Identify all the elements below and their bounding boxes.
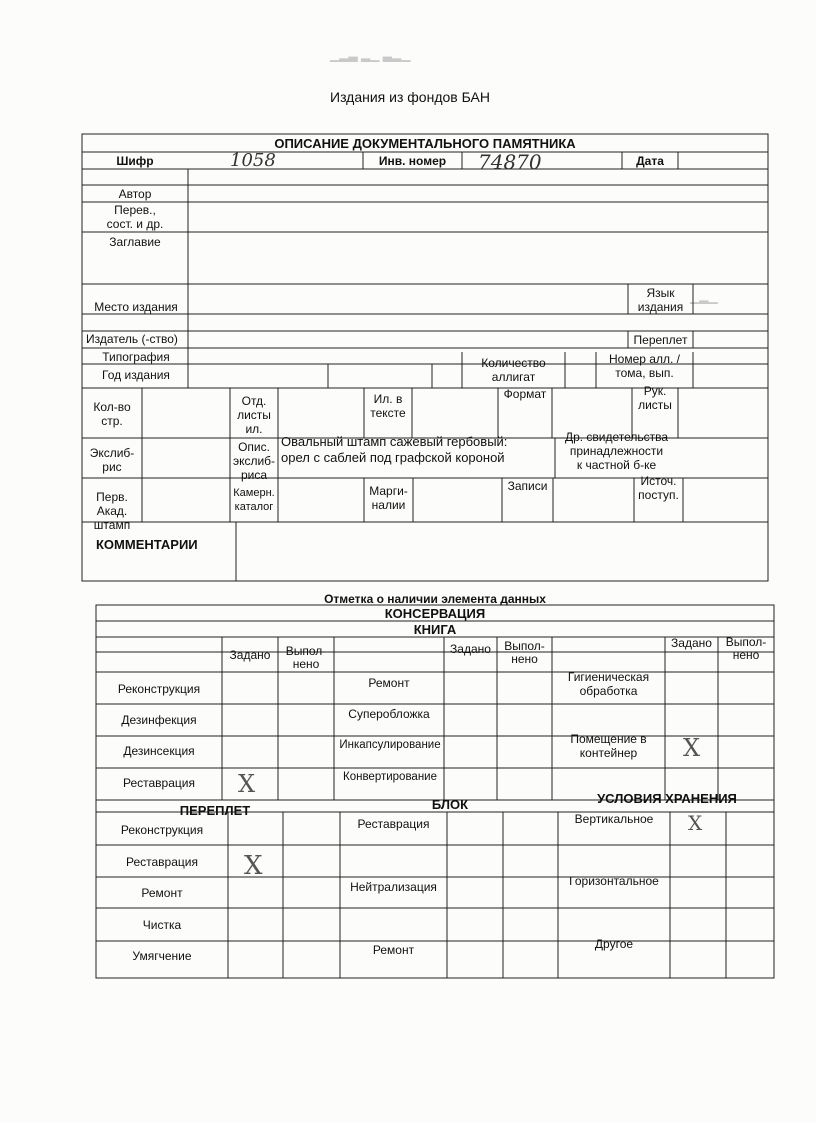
done-header: Выпол- нено <box>285 644 327 671</box>
done-header: Выпол- нено <box>725 635 767 662</box>
records-label: Записи <box>507 479 548 493</box>
author-label: Автор <box>118 187 152 201</box>
manuscript-sheets-label: Рук. листы <box>638 384 672 412</box>
separate-sheets-label: Отд. листы ил. <box>237 394 271 436</box>
format-label: Формат <box>503 387 547 401</box>
inv-number-label: Инв. номер <box>378 154 447 168</box>
storage-row-label: Другое <box>594 937 634 951</box>
binding-row-label: Реставрация <box>126 855 198 869</box>
book-restoration-assigned-mark: X <box>238 770 256 798</box>
storage-row-label: Вертикальное <box>574 812 654 826</box>
block-row-label: Нейтрализация <box>350 880 437 894</box>
book-title: КНИГА <box>413 622 457 637</box>
binding-title: ПЕРЕПЛЕТ <box>179 803 251 818</box>
source-label: Источ. поступ. <box>638 474 679 502</box>
book-row-label: Гигиеническая обработка <box>567 670 650 698</box>
book-row-label: Инкапсулирование <box>339 739 441 751</box>
publisher-label: Издатель (-ство) <box>86 332 178 346</box>
printing-label: Типография <box>102 350 170 364</box>
binding-row-label: Реконструкция <box>120 823 204 837</box>
assigned-header: Задано <box>450 642 491 656</box>
exlibris-label: Экслиб- рис <box>89 446 135 474</box>
container-assigned-mark: X <box>683 734 701 762</box>
block-title: БЛОК <box>431 797 469 812</box>
assigned-header: Задано <box>229 648 271 662</box>
pages-label: Кол-во стр. <box>93 400 131 428</box>
exlibris-description-value: Овальный штамп сажевый гербовый: орел с саблей под графской короной <box>281 434 508 465</box>
private-library-evidence-label: Др. свидетельства принадлежности к частной б-ке <box>564 430 669 472</box>
binding-label: Переплет <box>633 333 688 347</box>
translator-label: Перев., сост. и др. <box>106 203 164 231</box>
book-row-label: Суперобложка <box>348 707 430 721</box>
storage-row-label: Горизонтальное <box>569 874 659 888</box>
storage-title: УСЛОВИЯ ХРАНЕНИЯ <box>597 791 737 806</box>
block-row-label: Реставрация <box>357 817 430 831</box>
cipher-handwritten-value: 1058 <box>230 150 276 171</box>
description-title: ОПИСАНИЕ ДОКУМЕНТАЛЬНОГО ПАМЯТНИКА <box>274 136 576 151</box>
header-caption: Издания из фондов БАН <box>330 89 490 105</box>
exlibris-description-label: Опис. экслиб- риса <box>232 440 276 482</box>
alligate-number-label: Номер алл. / тома, вып. <box>609 352 680 380</box>
binding-restoration-assigned-mark: X <box>244 851 263 881</box>
language-label: Язык издания <box>637 286 684 314</box>
bleed-through-text: ▁▂▃ ▂▁ ▃▂▁ <box>330 48 411 62</box>
book-row-label: Дезинсекция <box>123 744 195 758</box>
chamber-catalog-label: Камерн. каталог <box>233 487 275 513</box>
title-label: Заглавие <box>109 235 161 249</box>
vertical-storage-assigned-mark: X <box>688 811 703 835</box>
done-header: Выпол- нено <box>504 639 545 666</box>
binding-row-label: Чистка <box>142 918 182 932</box>
assigned-header: Задано <box>671 636 712 650</box>
book-row-label: Конвертирование <box>343 771 437 783</box>
book-row-label: Помещение в контейнер <box>570 732 647 760</box>
place-label: Место издания <box>94 300 178 314</box>
presence-caption: Отметка о наличии элемента данных <box>324 592 546 606</box>
book-row-label: Реконструкция <box>117 682 201 696</box>
comments-label: КОММЕНТАРИИ <box>96 537 198 552</box>
inv-number-handwritten-value: 74870 <box>478 150 542 174</box>
book-row-label: Дезинфекция <box>121 713 197 727</box>
alligate-count-label: Количество аллигат <box>481 356 546 384</box>
block-row-label: Ремонт <box>372 943 415 957</box>
marginalia-label: Марги- налии <box>369 484 408 512</box>
book-row-label: Ремонт <box>368 676 410 690</box>
binding-row-label: Ремонт <box>141 886 183 900</box>
date-label: Дата <box>636 154 664 168</box>
cipher-label: Шифр <box>116 154 154 168</box>
conservation-title: КОНСЕРВАЦИЯ <box>384 606 486 621</box>
illustrations-in-text-label: Ил. в тексте <box>370 392 406 420</box>
bleed-through-text: ▁▂▁ <box>690 290 718 304</box>
binding-row-label: Умягчение <box>132 949 192 963</box>
academy-stamp-label: Перв. Акад. штамп <box>93 490 131 532</box>
year-label: Год издания <box>102 368 170 382</box>
book-row-label: Реставрация <box>123 776 195 790</box>
